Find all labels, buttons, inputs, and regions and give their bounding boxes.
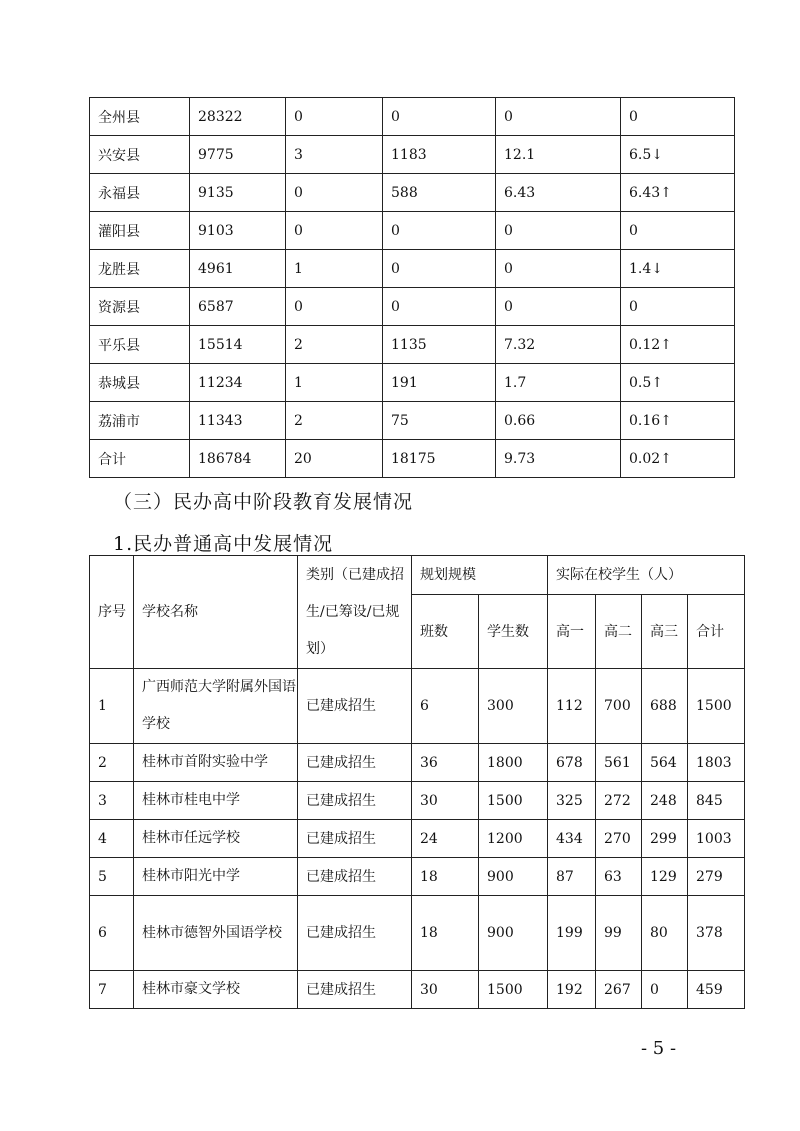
table-cell: 1 <box>90 669 134 744</box>
table-cell: 0 <box>621 98 735 136</box>
table-cell: 2 <box>286 326 383 364</box>
table-cell: 564 <box>642 744 688 782</box>
table-cell: 兴安县 <box>90 136 190 174</box>
table-cell: 1 <box>286 364 383 402</box>
table-cell: 0.5↑ <box>621 364 735 402</box>
table-cell: 1500 <box>479 782 548 820</box>
table-cell: 5 <box>90 858 134 896</box>
table-cell: 459 <box>688 971 745 1009</box>
table-cell: 已建成招生 <box>298 896 412 971</box>
table-cell: 28322 <box>190 98 286 136</box>
table-cell: 299 <box>642 820 688 858</box>
table-cell: 桂林市阳光中学 <box>134 858 298 896</box>
county-row <box>90 402 735 440</box>
table-cell: 永福县 <box>90 174 190 212</box>
table-cell: 9103 <box>190 212 286 250</box>
table-cell: 20 <box>286 440 383 478</box>
table-cell: 6 <box>90 896 134 971</box>
table-cell: 36 <box>412 744 479 782</box>
table-cell: 已建成招生 <box>298 820 412 858</box>
table-cell: 18175 <box>383 440 496 478</box>
table-cell: 30 <box>412 971 479 1009</box>
table-cell: 272 <box>596 782 642 820</box>
table-cell: 1 <box>286 250 383 288</box>
table-cell: 0 <box>496 288 621 326</box>
table-cell: 桂林市任远学校 <box>134 820 298 858</box>
table-cell: 270 <box>596 820 642 858</box>
table-cell: 桂林市首附实验中学 <box>134 744 298 782</box>
section-heading: （三）民办高中阶段教育发展情况 <box>113 491 414 513</box>
table-cell: 18 <box>412 896 479 971</box>
page-number: - 5 - <box>641 1038 677 1059</box>
header-no: 序号 <box>90 556 134 669</box>
table-cell: 合计 <box>90 440 190 478</box>
table-cell: 186784 <box>190 440 286 478</box>
table-cell: 已建成招生 <box>298 971 412 1009</box>
table-cell: 0 <box>383 98 496 136</box>
sub-heading: 1.民办普通高中发展情况 <box>113 533 334 555</box>
table-cell: 678 <box>548 744 596 782</box>
table-cell: 6.43↑ <box>621 174 735 212</box>
table-cell: 桂林市桂电中学 <box>134 782 298 820</box>
table-cell: 2 <box>90 744 134 782</box>
header-total: 合计 <box>688 595 745 669</box>
header-plan: 规划规模 <box>412 556 548 595</box>
table-cell: 12.1 <box>496 136 621 174</box>
table-cell: 已建成招生 <box>298 782 412 820</box>
county-row <box>90 364 735 402</box>
table-cell: 已建成招生 <box>298 744 412 782</box>
header-grade-1: 高一 <box>548 595 596 669</box>
table-cell: 0 <box>286 288 383 326</box>
county-row <box>90 440 735 478</box>
table-cell: 3 <box>90 782 134 820</box>
table-cell: 192 <box>548 971 596 1009</box>
table-cell: 1803 <box>688 744 745 782</box>
table-cell: 9.73 <box>496 440 621 478</box>
table-cell: 248 <box>642 782 688 820</box>
table-cell: 300 <box>479 669 548 744</box>
table-cell: 4961 <box>190 250 286 288</box>
header-category: 类别（已建成招生/已筹设/已规划） <box>298 556 412 669</box>
table-cell: 已建成招生 <box>298 858 412 896</box>
table-cell: 279 <box>688 858 745 896</box>
school-row <box>90 971 745 1009</box>
table-cell: 199 <box>548 896 596 971</box>
county-row <box>90 136 735 174</box>
school-row <box>90 896 745 971</box>
county-row <box>90 174 735 212</box>
table-cell: 99 <box>596 896 642 971</box>
table-cell: 1.4↓ <box>621 250 735 288</box>
table-cell: 129 <box>642 858 688 896</box>
table-cell: 灌阳县 <box>90 212 190 250</box>
school-table <box>89 555 745 1009</box>
table-cell: 0 <box>286 98 383 136</box>
table-cell: 全州县 <box>90 98 190 136</box>
table-cell: 561 <box>596 744 642 782</box>
table-cell: 0 <box>383 288 496 326</box>
table-cell: 900 <box>479 896 548 971</box>
table-cell: 6 <box>412 669 479 744</box>
table-cell: 2 <box>286 402 383 440</box>
table-cell: 0 <box>621 288 735 326</box>
table-cell: 0 <box>496 212 621 250</box>
table-cell: 龙胜县 <box>90 250 190 288</box>
table-cell: 15514 <box>190 326 286 364</box>
table-cell: 桂林市德智外国语学校 <box>134 896 298 971</box>
table-cell: 0 <box>383 250 496 288</box>
table-cell: 1800 <box>479 744 548 782</box>
county-row <box>90 288 735 326</box>
table-cell: 63 <box>596 858 642 896</box>
header-plan-students: 学生数 <box>479 595 548 669</box>
table-cell: 80 <box>642 896 688 971</box>
table-cell: 桂林市豪文学校 <box>134 971 298 1009</box>
table-cell: 18 <box>412 858 479 896</box>
table-cell: 荔浦市 <box>90 402 190 440</box>
table-cell: 7 <box>90 971 134 1009</box>
table-cell: 0 <box>286 174 383 212</box>
county-row <box>90 212 735 250</box>
table-cell: 7.32 <box>496 326 621 364</box>
county-table <box>89 97 735 478</box>
school-row <box>90 669 745 744</box>
table-cell: 0 <box>621 212 735 250</box>
table-cell: 1.7 <box>496 364 621 402</box>
table-cell: 4 <box>90 820 134 858</box>
table-cell: 688 <box>642 669 688 744</box>
table-cell: 267 <box>596 971 642 1009</box>
table-cell: 6587 <box>190 288 286 326</box>
table-cell: 0 <box>496 98 621 136</box>
table-cell: 0 <box>642 971 688 1009</box>
header-plan-classes: 班数 <box>412 595 479 669</box>
table-cell: 24 <box>412 820 479 858</box>
school-row <box>90 782 745 820</box>
table-cell: 112 <box>548 669 596 744</box>
table-cell: 广西师范大学附属外国语学校 <box>134 669 298 744</box>
table-cell: 900 <box>479 858 548 896</box>
table-cell: 0.66 <box>496 402 621 440</box>
table-cell: 11234 <box>190 364 286 402</box>
table-cell: 588 <box>383 174 496 212</box>
table-cell: 434 <box>548 820 596 858</box>
header-grade-2: 高二 <box>596 595 642 669</box>
table-cell: 恭城县 <box>90 364 190 402</box>
county-row <box>90 98 735 136</box>
county-row <box>90 250 735 288</box>
table-cell: 75 <box>383 402 496 440</box>
table-cell: 11343 <box>190 402 286 440</box>
table-cell: 0.12↑ <box>621 326 735 364</box>
county-row <box>90 326 735 364</box>
table-cell: 87 <box>548 858 596 896</box>
table-cell: 0 <box>383 212 496 250</box>
header-actual: 实际在校学生（人） <box>548 556 745 595</box>
table-cell: 191 <box>383 364 496 402</box>
table-cell: 30 <box>412 782 479 820</box>
table-cell: 1135 <box>383 326 496 364</box>
table-cell: 0 <box>286 212 383 250</box>
table-cell: 6.5↓ <box>621 136 735 174</box>
school-row <box>90 820 745 858</box>
table-cell: 1500 <box>479 971 548 1009</box>
header-grade-3: 高三 <box>642 595 688 669</box>
table-cell: 1003 <box>688 820 745 858</box>
table-cell: 9135 <box>190 174 286 212</box>
school-row <box>90 858 745 896</box>
table-cell: 378 <box>688 896 745 971</box>
table-cell: 325 <box>548 782 596 820</box>
table-cell: 平乐县 <box>90 326 190 364</box>
table-cell: 3 <box>286 136 383 174</box>
table-cell: 已建成招生 <box>298 669 412 744</box>
table-cell: 9775 <box>190 136 286 174</box>
table-cell: 1200 <box>479 820 548 858</box>
table-cell: 845 <box>688 782 745 820</box>
table-cell: 700 <box>596 669 642 744</box>
table-cell: 0.16↑ <box>621 402 735 440</box>
table-cell: 0 <box>496 250 621 288</box>
school-row <box>90 744 745 782</box>
table-cell: 资源县 <box>90 288 190 326</box>
header-school-name: 学校名称 <box>134 556 298 669</box>
table-cell: 6.43 <box>496 174 621 212</box>
table-cell: 1500 <box>688 669 745 744</box>
table-cell: 1183 <box>383 136 496 174</box>
table-cell: 0.02↑ <box>621 440 735 478</box>
